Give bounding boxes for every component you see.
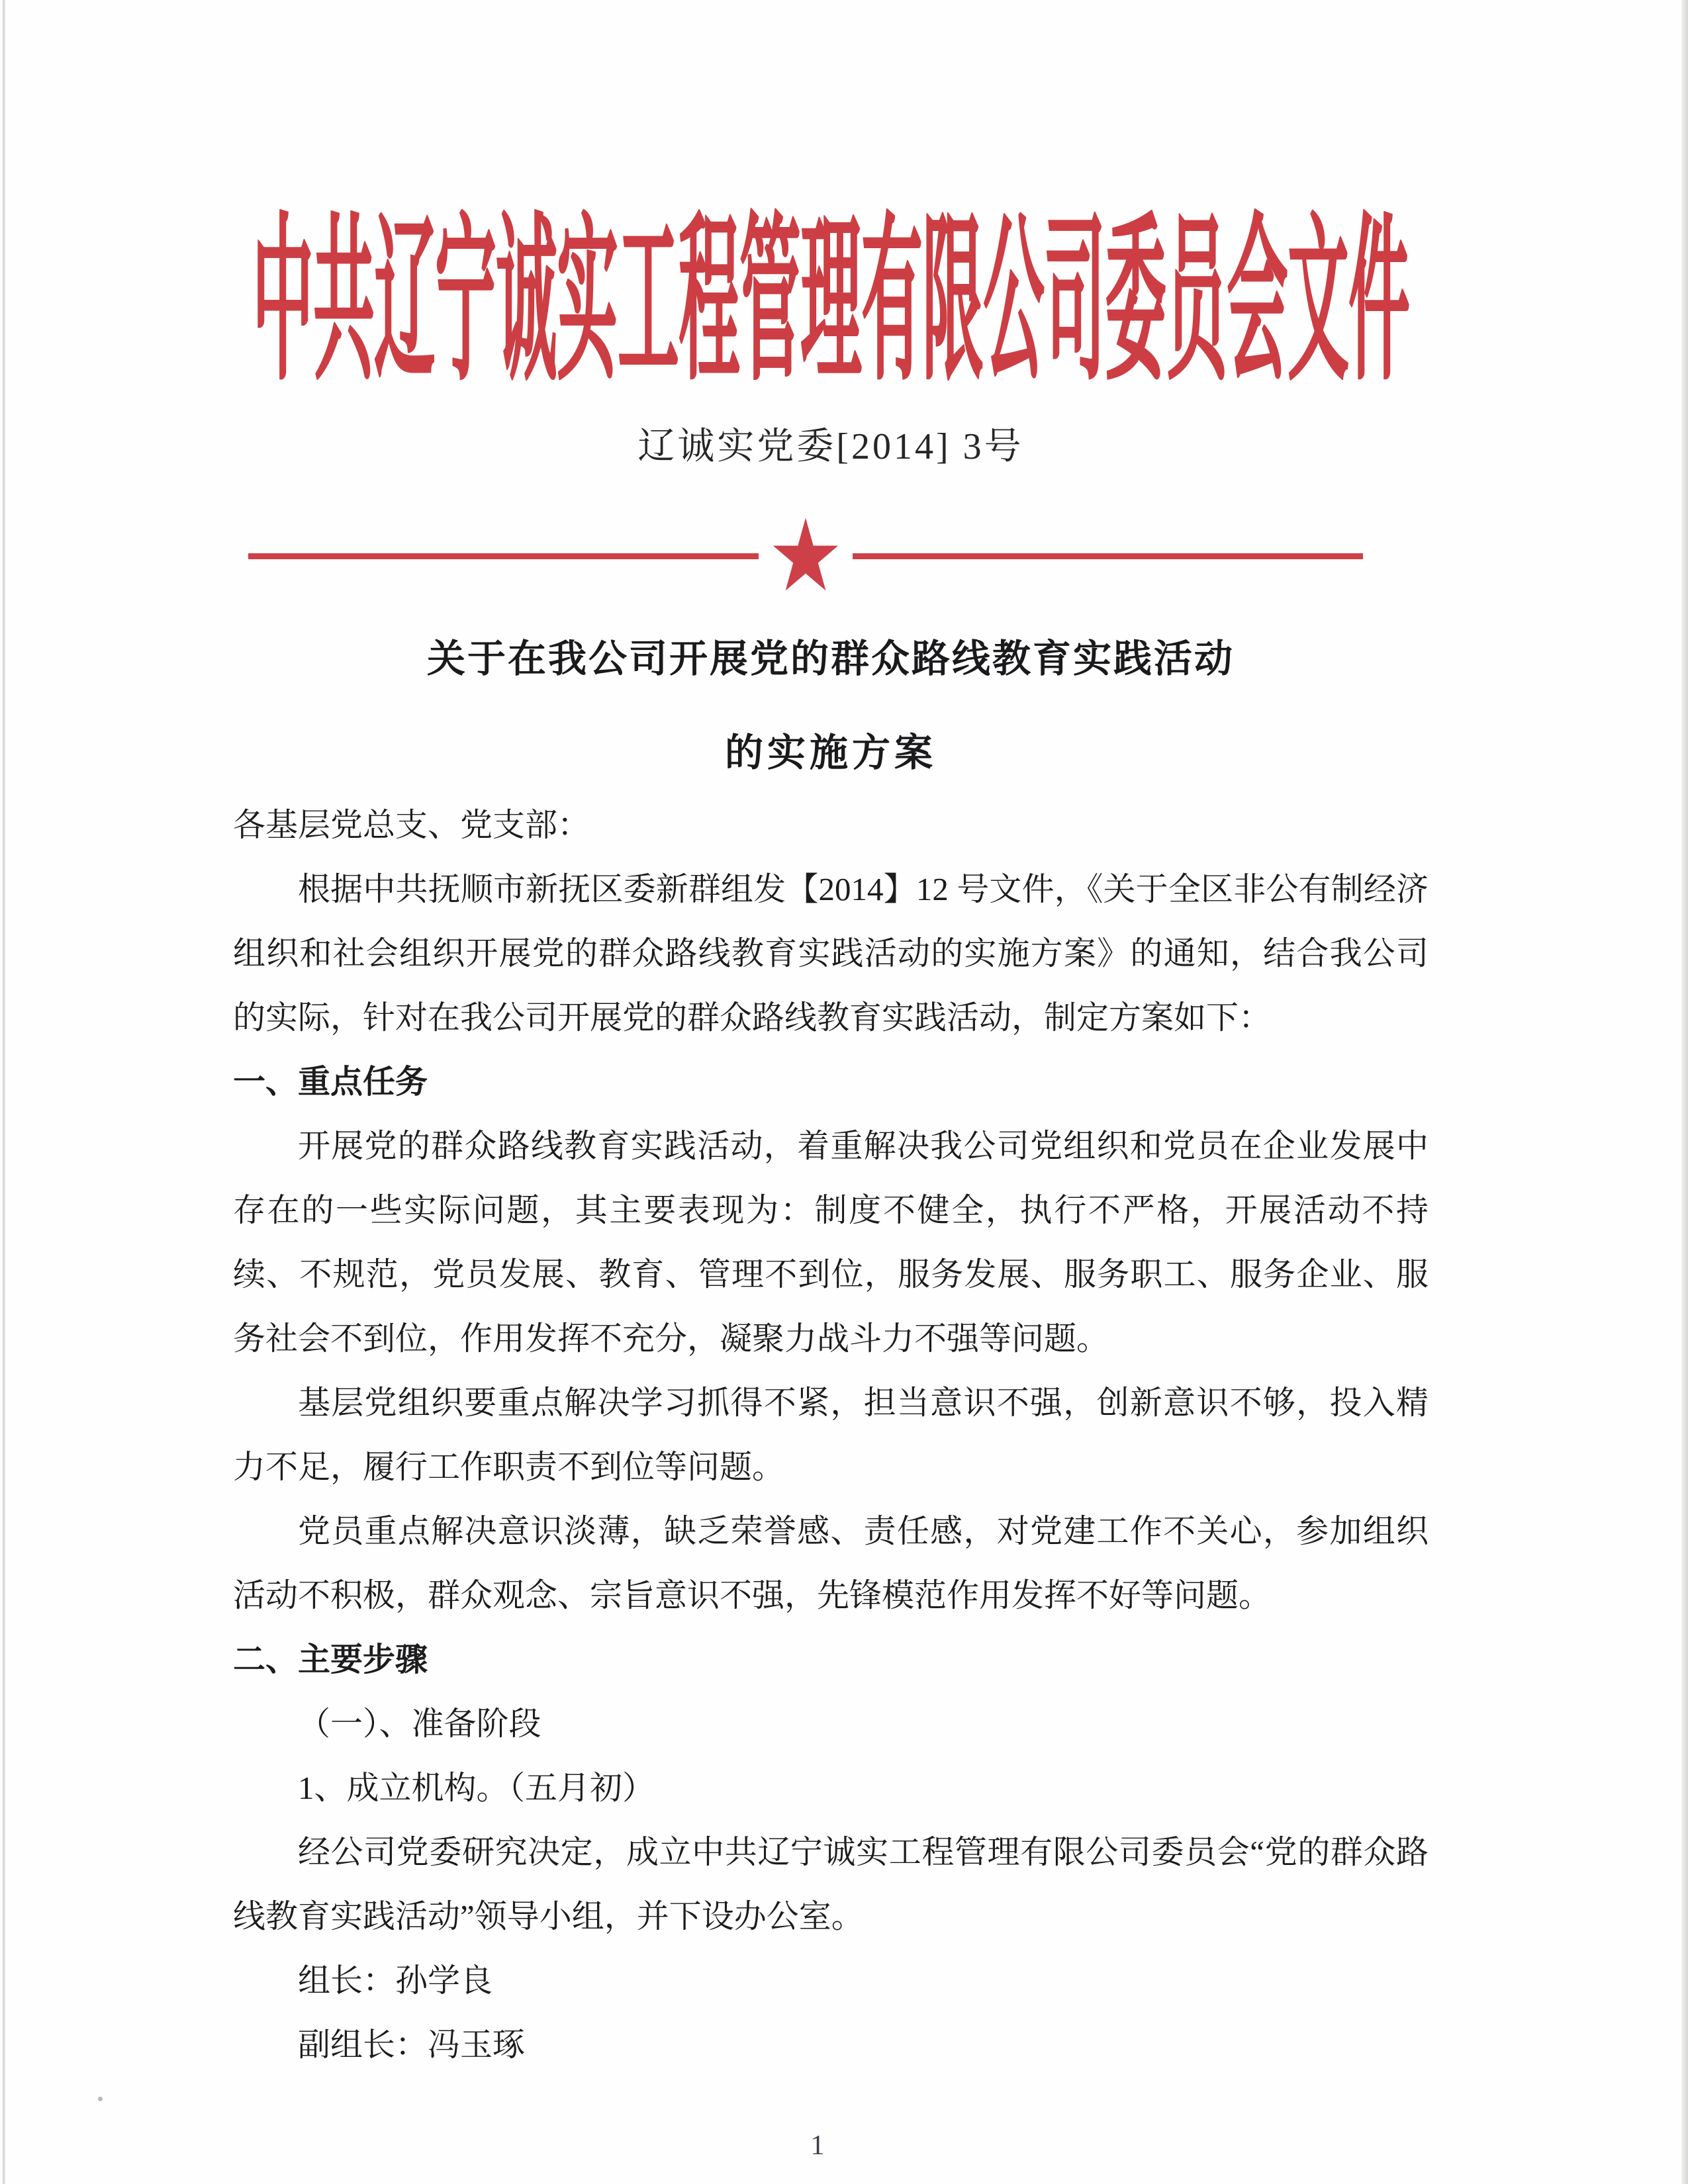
document-title xyxy=(225,627,1436,777)
subsection-establish-organization: 1、成立机构。（五月初） xyxy=(298,1770,655,1806)
paragraph-key-tasks: 开展党的群众路线教育实践活动，着重解决我公司党组织和党员在企业发展中存在的一些实际问题，其主要表现为：制度不健全，执行不严格，开展活动不持续、不规范，党员发展、教育、管理不到位，服务发展、服务职工、服务企业、服务社会不到位，作用发挥不充分，凝聚力战斗力不强等问题。 xyxy=(233,1128,1429,1357)
paragraph-grassroots-orgs: 基层党组织要重点解决学习抓得不紧，担当意识不强，创新意识不够，投入精力不足，履行工作职责不到位等问题。 xyxy=(233,1385,1429,1485)
line-deputy-group-leader: 副组长：冯玉琢 xyxy=(298,2026,526,2063)
subsection-preparation-stage: （一）、准备阶段 xyxy=(298,1706,541,1742)
divider-bar-left xyxy=(248,553,759,559)
organization-title: 中共辽宁诚实工程管理有限公司委员会文件 xyxy=(252,203,1409,402)
paragraph-party-members: 党员重点解决意识淡薄，缺乏荣誉感、责任感，对党建工作不关心，参加组织活动不积极，群众观念、宗旨意识不强，先锋模范作用发挥不好等问题。 xyxy=(233,1513,1429,1614)
document-number: 辽诚实党委[2014] 3号 xyxy=(637,426,1024,467)
document-body xyxy=(233,793,1429,2077)
document-title-line2: 的实施方案 xyxy=(724,731,937,774)
section-heading-2: 二、主要步骤 xyxy=(233,1641,428,1678)
divider-bar-right xyxy=(853,553,1363,559)
page-number: 1 xyxy=(810,2130,825,2161)
red-divider xyxy=(248,498,1363,614)
star-icon: ★ xyxy=(767,498,844,614)
letterhead xyxy=(225,177,1436,402)
section-heading-1: 一、重点任务 xyxy=(233,1064,428,1100)
document-title-line1: 关于在我公司开展党的群众路线教育实践活动 xyxy=(426,637,1235,680)
scan-edge-left xyxy=(3,0,5,2184)
recipient-line: 各基层党总支、党支部： xyxy=(233,807,590,843)
paragraph-leading-group: 经公司党委研究决定，成立中共辽宁诚实工程管理有限公司委员会“党的群众路线教育实践活动”领导小组，并下设办公室。 xyxy=(233,1834,1429,1934)
paragraph-basis: 根据中共抚顺市新抚区委新群组发【2014】12 号文件，《关于全区非公有制经济组织和社会组织开展党的群众路线教育实践活动的实施方案》的通知，结合我公司的实际，针对在我公司开展党的群众路线教育实践活动，制定方案如下： xyxy=(233,871,1429,1036)
scan-artifact-dot xyxy=(98,2097,103,2101)
line-group-leader: 组长：孙学良 xyxy=(298,1962,493,1999)
scan-edge-right xyxy=(1681,0,1688,2184)
